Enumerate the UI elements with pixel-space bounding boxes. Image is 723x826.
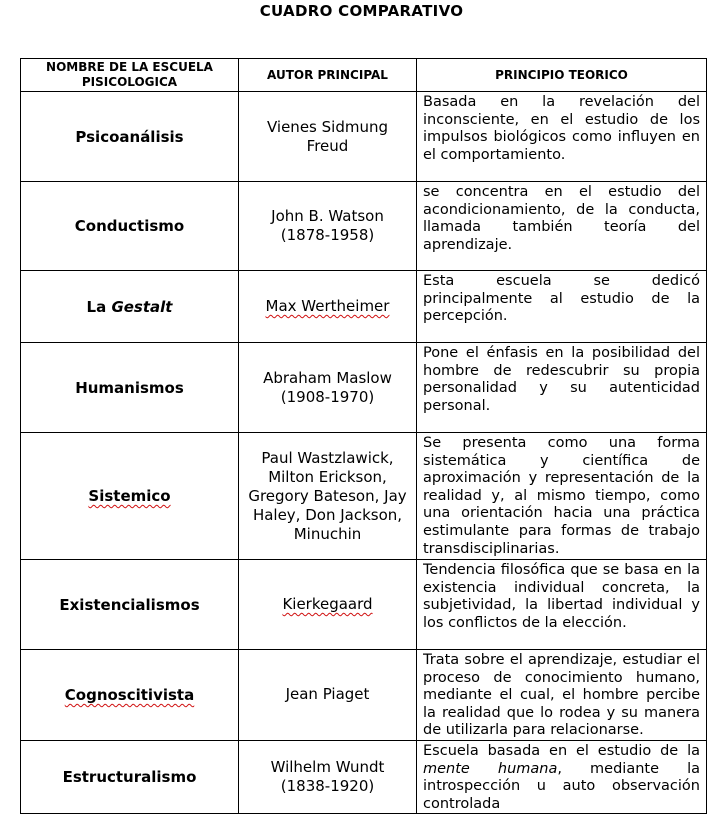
- principle-text: [417, 92, 707, 182]
- author-text: Vienes Sidmung Freud: [266, 117, 388, 155]
- author-text: John B. Watson (1878-1958): [271, 207, 384, 244]
- principle-text: [417, 740, 707, 813]
- table-row: [21, 343, 707, 433]
- principle-text: [417, 560, 707, 650]
- principle-text: [417, 650, 707, 741]
- author-text: Jean Piaget: [285, 685, 370, 704]
- principle-text: [417, 182, 707, 271]
- table-row: [21, 650, 707, 741]
- author-name: [239, 182, 417, 271]
- header-school: NOMBRE DE LA ESCUELA PISICOLOGICA: [21, 59, 239, 92]
- school-name: [21, 433, 239, 560]
- school-name: Conductismo: [21, 182, 239, 271]
- principle-text: [417, 271, 707, 343]
- table-row: [21, 740, 707, 813]
- school-name: Humanismos: [21, 343, 239, 433]
- comparison-table: [20, 58, 707, 814]
- principle-body: Trata sobre el aprendizaje, estudiar el proceso de conocimiento humano, mediante el cual, el hombre percibe la realidad que lo rodea y su manera de utilizarla para relacionarse.: [423, 652, 700, 739]
- school-name: [21, 271, 239, 343]
- author-text: Max Wertheimer: [265, 297, 390, 315]
- school-italic: Gestalt: [111, 297, 173, 316]
- table-row: [21, 271, 707, 343]
- author-name: [239, 650, 417, 741]
- author-text: Kierkegaard: [282, 595, 373, 613]
- principle-italic: mente humana: [423, 760, 558, 777]
- principle-body: [423, 743, 700, 813]
- principle-text: [417, 343, 707, 433]
- school-text: Sistemico: [88, 487, 171, 505]
- school-name: [21, 650, 239, 741]
- author-name: [239, 92, 417, 182]
- school-name: Psicoanálisis: [21, 92, 239, 182]
- table-row: [21, 92, 707, 182]
- author-name: [239, 560, 417, 650]
- school-text: Cognoscitivista: [64, 685, 195, 704]
- principle-text: [417, 433, 707, 560]
- principle-body: Tendencia filosófica que se basa en la existencia individual concreta, la subjetividad, la libertad individual y los conflictos de la elección.: [423, 562, 700, 631]
- page-title: CUADRO COMPARATIVO: [259, 2, 464, 20]
- principle-body: Esta escuela se dedicó principalmente al estudio de la percepción.: [423, 273, 700, 325]
- header-author: AUTOR PRINCIPAL: [239, 59, 417, 92]
- principle-body: se concentra en el estudio del acondicionamiento, de la conducta, llamada también teoría del aprendizaje.: [423, 184, 700, 253]
- author-name: [239, 343, 417, 433]
- table-row: [21, 433, 707, 560]
- author-name: [239, 740, 417, 813]
- table-row: [21, 560, 707, 650]
- header-principle: PRINCIPIO TEORICO: [417, 59, 707, 92]
- author-text: Abraham Maslow (1908-1970): [263, 368, 392, 406]
- school-name: Estructuralismo: [21, 740, 239, 813]
- principle-body: Pone el énfasis en la posibilidad del hombre de redescubrir su propia personalidad y su autenticidad personal.: [423, 345, 700, 414]
- author-name: [239, 271, 417, 343]
- author-text: Wilhelm Wundt (1838-1920): [270, 758, 385, 796]
- author-text: Paul Wastzlawick, Milton Erickson, Gregory Bateson, Jay Haley, Don Jackson, Minuchin: [248, 448, 407, 543]
- header-row: [21, 59, 707, 92]
- principle-body: Se presenta como una forma sistemática y científica de aproximación y representación de la realidad y, al mismo tiempo, como una orientación hacia una práctica estimulante para formas de trabajo transdisciplinarias.: [423, 435, 700, 557]
- principle-after: , mediante la introspección u auto observación controlada: [423, 760, 700, 812]
- school-prefix: La: [86, 297, 112, 316]
- principle-before: Escuela basada en el estudio de la: [423, 742, 700, 759]
- principle-body: Basada en la revelación del inconsciente, en el estudio de los impulsos biológicos como influyen en el comportamiento.: [423, 94, 700, 163]
- author-name: [239, 433, 417, 560]
- table-row: [21, 182, 707, 271]
- school-name: Existencialismos: [21, 560, 239, 650]
